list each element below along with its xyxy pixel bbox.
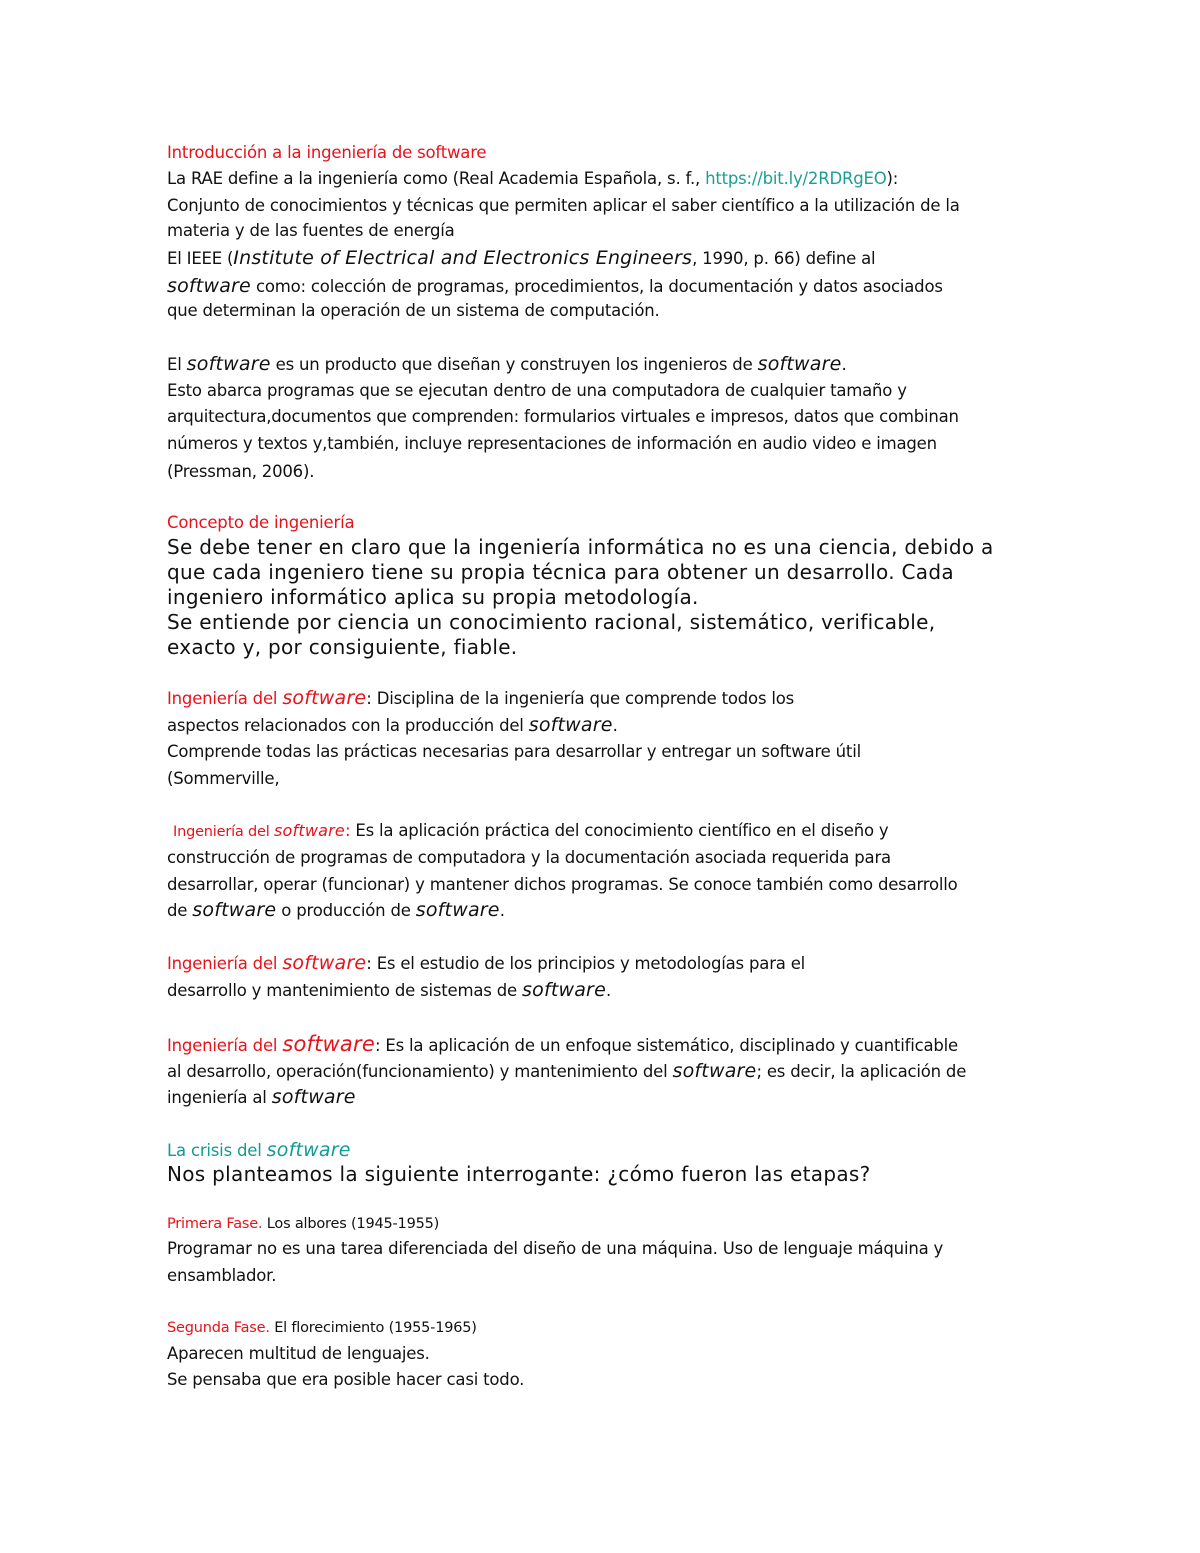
italic-term: software (192, 899, 277, 921)
paragraph-line: que cada ingeniero tiene su propia técnica para obtener un desarrollo. Cada (167, 560, 954, 584)
definition-label: Ingeniería del (167, 689, 283, 708)
definition-heading-line (167, 820, 889, 843)
paragraph-line: Comprende todas las prácticas necesarias para desarrollar y entregar un software útil (167, 742, 861, 761)
text: : (366, 689, 377, 708)
text: La crisis del (167, 1141, 267, 1160)
phase-label: Segunda Fase. (167, 1320, 270, 1336)
text: , 1990, p. 66) define al (692, 249, 876, 268)
text: como: colección de programas, procedimientos, la documentación y datos asociados (250, 277, 943, 296)
text: aspectos relacionados con la producción del (167, 716, 529, 735)
text: desarrollo y mantenimiento de sistemas de (167, 981, 523, 1000)
paragraph-line (167, 899, 505, 922)
paragraph-line: construcción de programas de computadora y la documentación asociada requerida para (167, 848, 891, 867)
paragraph-line: Se pensaba que era posible hacer casi todo. (167, 1370, 525, 1389)
phase-heading (167, 1213, 439, 1235)
text: : (344, 821, 356, 840)
definition-label: Ingeniería del (167, 1036, 283, 1055)
definition-label: Ingeniería del (167, 954, 283, 973)
paragraph-line (167, 979, 611, 1002)
text: al desarrollo, operación(funcionamiento) y mantenimiento del (167, 1062, 673, 1081)
paragraph-line: Conjunto de conocimientos y técnicas que permiten aplicar el saber científico a la utilización de la (167, 196, 960, 215)
italic-term: software (266, 1139, 351, 1161)
paragraph-line: (Pressman, 2006). (167, 462, 315, 481)
text: ingeniería al (167, 1088, 272, 1107)
italic-term: Institute of Electrical and Electronics Engineers (233, 247, 693, 269)
text: de (167, 901, 193, 920)
italic-term: software (186, 353, 271, 375)
question-line: Nos planteamos la siguiente interrogante: ¿cómo fueron las etapas? (167, 1162, 871, 1186)
text: . (612, 716, 618, 735)
paragraph-line: materia y de las fuentes de energía (167, 221, 455, 240)
text: Es la aplicación de un enfoque sistemático, disciplinado y cuantificable (385, 1036, 958, 1055)
italic-term: software (757, 353, 842, 375)
paragraph-line (167, 353, 847, 376)
definition-heading-line (167, 687, 794, 710)
paragraph-line: desarrollar, operar (funcionar) y mantener dichos programas. Se conoce también como desarrollo (167, 875, 958, 894)
paragraph-line: Se entiende por ciencia un conocimiento racional, sistemático, verificable, (167, 610, 936, 634)
paragraph-line: (Sommerville, (167, 769, 280, 788)
italic-term: software (271, 1086, 356, 1108)
italic-term: software (415, 899, 500, 921)
italic-term: software (672, 1060, 757, 1082)
paragraph-line: Programar no es una tarea diferenciada del diseño de una máquina. Uso de lenguaje máquina y (167, 1239, 944, 1258)
phase-heading (167, 1317, 477, 1339)
rae-link[interactable]: https://bit.ly/2RDRgEO (705, 169, 887, 188)
definition-label: Ingeniería del (173, 824, 274, 840)
text: o producción de (276, 901, 416, 920)
italic-term: software (167, 275, 251, 297)
paragraph-line: ensamblador. (167, 1266, 277, 1285)
section-title-intro: Introducción a la ingeniería de software (167, 143, 487, 162)
phase-label: Primera Fase. (167, 1216, 263, 1232)
paragraph-line: números y textos y,también, incluye representaciones de información en audio video e imagen (167, 434, 937, 453)
text: Disciplina de la ingeniería que comprende todos los (376, 689, 795, 708)
paragraph-line (167, 1060, 966, 1083)
paragraph-line (167, 247, 875, 270)
text: La RAE define a la ingeniería como (Real Academia Española, s. f., (167, 169, 706, 188)
paragraph-line: Esto abarca programas que se ejecutan dentro de una computadora de cualquier tamaño y (167, 381, 907, 400)
paragraph-line: arquitectura,documentos que comprenden: formularios virtuales e impresos, datos que combinan (167, 407, 959, 426)
paragraph-line: Se debe tener en claro que la ingeniería informática no es una ciencia, debido a (167, 535, 994, 559)
text: El (167, 355, 187, 374)
definition-heading-line (167, 1033, 958, 1057)
italic-term: software (282, 952, 367, 974)
text: . (841, 355, 847, 374)
text: ): (886, 169, 899, 188)
text: : (366, 954, 377, 973)
phase-subtitle: El florecimiento (1955-1965) (269, 1320, 477, 1336)
text: : (374, 1036, 386, 1055)
text: . (499, 901, 505, 920)
definition-heading-line (167, 952, 805, 975)
paragraph-line (167, 275, 943, 298)
text: Es la aplicación práctica del conocimiento científico en el diseño y (355, 821, 889, 840)
italic-term: software (282, 1032, 375, 1056)
text: ; es decir, la aplicación de (756, 1062, 967, 1081)
italic-term: software (528, 714, 613, 736)
italic-term: software (522, 979, 606, 1001)
text: . (605, 981, 612, 1000)
paragraph-line: exacto y, por consiguiente, fiable. (167, 635, 518, 659)
section-title-crisis (167, 1139, 351, 1162)
paragraph-line (167, 1086, 356, 1109)
italic-term: software (273, 821, 345, 840)
paragraph-line (167, 714, 618, 737)
text: es un producto que diseñan y construyen los ingenieros de (270, 355, 758, 374)
text: Es el estudio de los principios y metodologías para el (376, 954, 806, 973)
paragraph-line: Aparecen multitud de lenguajes. (167, 1344, 430, 1363)
text: El IEEE ( (167, 249, 234, 268)
paragraph-line: que determinan la operación de un sistema de computación. (167, 301, 660, 320)
section-title-concepto: Concepto de ingeniería (167, 513, 355, 532)
paragraph-line: ingeniero informático aplica su propia metodología. (167, 585, 699, 609)
phase-subtitle: Los albores (1945-1955) (262, 1216, 440, 1232)
paragraph-line (167, 168, 898, 190)
italic-term: software (282, 687, 367, 709)
